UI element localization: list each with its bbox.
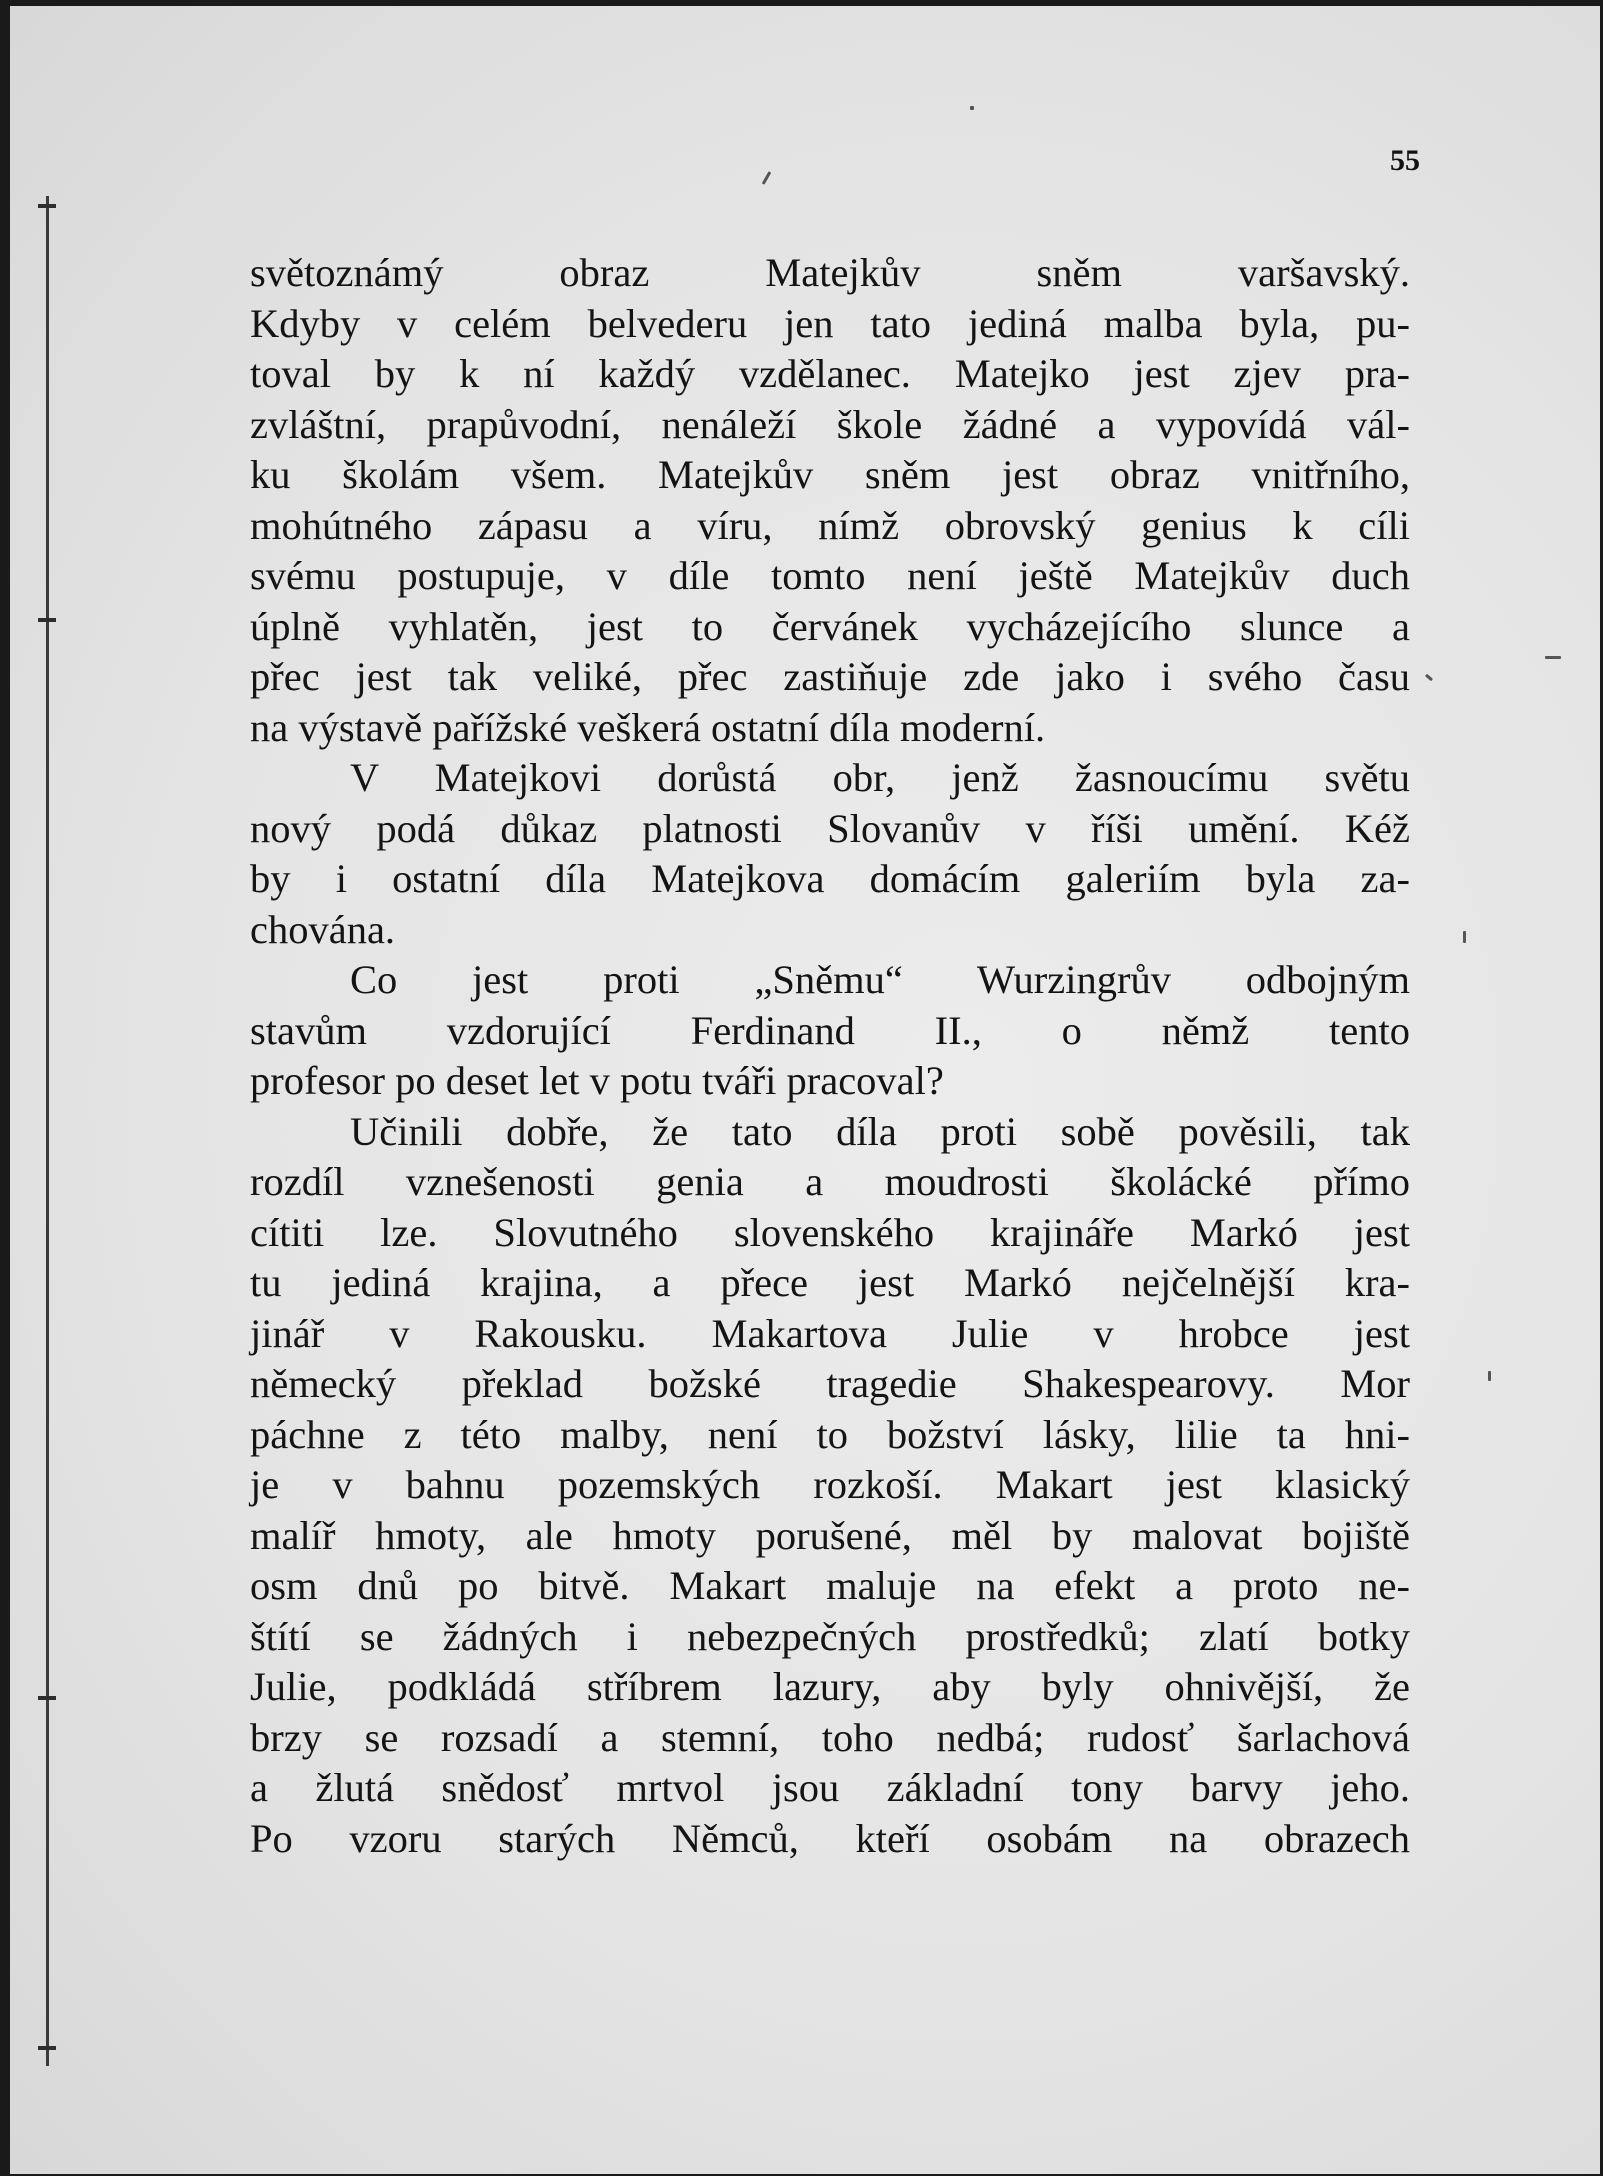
text-line: malíř hmoty, ale hmoty porušené, měl by malovat bojiště xyxy=(250,1512,1410,1558)
scan-speck xyxy=(1425,674,1433,681)
page-number: 55 xyxy=(1390,144,1420,177)
scan-speck xyxy=(1488,1371,1491,1381)
text-line: by i ostatní díla Matejkova domácím galeriím byla za- xyxy=(250,856,1410,901)
text-line: přec jest tak veliké, přec zastiňuje zde jako i svého času xyxy=(250,654,1410,699)
text-line: toval by k ní každý vzdělanec. Matejko jest zjev pra- xyxy=(250,351,1410,396)
scanned-page xyxy=(10,6,1600,2174)
scan-speck xyxy=(762,171,772,185)
text-line: Po vzoru starých Němců, kteří osobám na obrazech xyxy=(250,1815,1410,1861)
binding-edge-tick xyxy=(38,2046,56,2050)
text-line: úplně vyhlatěn, jest to červánek vycházejícího slunce a xyxy=(250,603,1410,649)
text-line: tu jediná krajina, a přece jest Markó nejčelnější kra- xyxy=(250,1260,1410,1305)
scan-speck xyxy=(1463,931,1466,943)
text-line: svému postupuje, v díle tomto není ještě Matejkův duch xyxy=(250,553,1410,598)
text-line: cítiti lze. Slovutného slovenského krajináře Markó jest xyxy=(250,1209,1410,1255)
text-line: Julie, podkládá stříbrem lazury, aby byly ohnivější, že xyxy=(250,1664,1410,1709)
text-line: je v bahnu pozemských rozkoší. Makart jest klasický xyxy=(250,1462,1410,1507)
text-line: osm dnů po bitvě. Makart maluje na efekt a proto ne- xyxy=(250,1563,1410,1608)
text-line: jinář v Rakousku. Makartova Julie v hrobce jest xyxy=(250,1310,1410,1356)
text-line: světoznámý obraz Matejkův sněm varšavský. xyxy=(250,250,1410,295)
text-line: rozdíl vznešenosti genia a moudrosti školácké přímo xyxy=(250,1159,1410,1204)
text-line: V Matejkovi dorůstá obr, jenž žasnoucímu světu xyxy=(350,755,1410,800)
text-line: mohútného zápasu a víru, nímž obrovský genius k cíli xyxy=(250,502,1410,548)
text-line: nový podá důkaz platnosti Slovanův v říši umění. Kéž xyxy=(250,805,1410,851)
binding-edge-rule xyxy=(46,196,49,2066)
text-line: štítí se žádných i nebezpečných prostředků; zlatí botky xyxy=(250,1613,1410,1659)
text-line: německý překlad božské tragedie Shakespearovy. Mor xyxy=(250,1361,1410,1406)
text-line: a žlutá snědosť mrtvol jsou základní tony barvy jeho. xyxy=(250,1765,1410,1810)
text-line: na výstavě pařížské veškerá ostatní díla moderní. xyxy=(250,704,1046,750)
body-text xyxy=(250,248,1410,1864)
binding-edge-tick xyxy=(38,618,56,622)
text-line: ku školám všem. Matejkův sněm jest obraz vnitřního, xyxy=(250,452,1410,497)
text-line: profesor po deset let v potu tváři pracoval? xyxy=(250,1058,944,1103)
text-line: brzy se rozsadí a stemní, toho nedbá; rudosť šarlachová xyxy=(250,1714,1410,1760)
text-line: chována. xyxy=(250,906,396,952)
text-line: páchne z této malby, není to božství lásky, lilie ta hni- xyxy=(250,1411,1410,1457)
binding-edge-tick xyxy=(38,1696,56,1700)
scan-speck xyxy=(970,106,974,110)
binding-edge-tick xyxy=(38,204,56,208)
scan-speck xyxy=(1545,656,1561,659)
text-line: Kdyby v celém belvederu jen tato jediná malba byla, pu- xyxy=(250,300,1410,346)
text-line: Učinili dobře, že tato díla proti sobě pověsili, tak xyxy=(350,1108,1410,1154)
text-line: zvláštní, prapůvodní, nenáleží škole žádné a vypovídá vál- xyxy=(250,401,1410,447)
text-line: stavům vzdorující Ferdinand II., o němž tento xyxy=(250,1007,1410,1053)
text-line: Co jest proti „Sněmu“ Wurzingrův odbojným xyxy=(350,957,1410,1002)
